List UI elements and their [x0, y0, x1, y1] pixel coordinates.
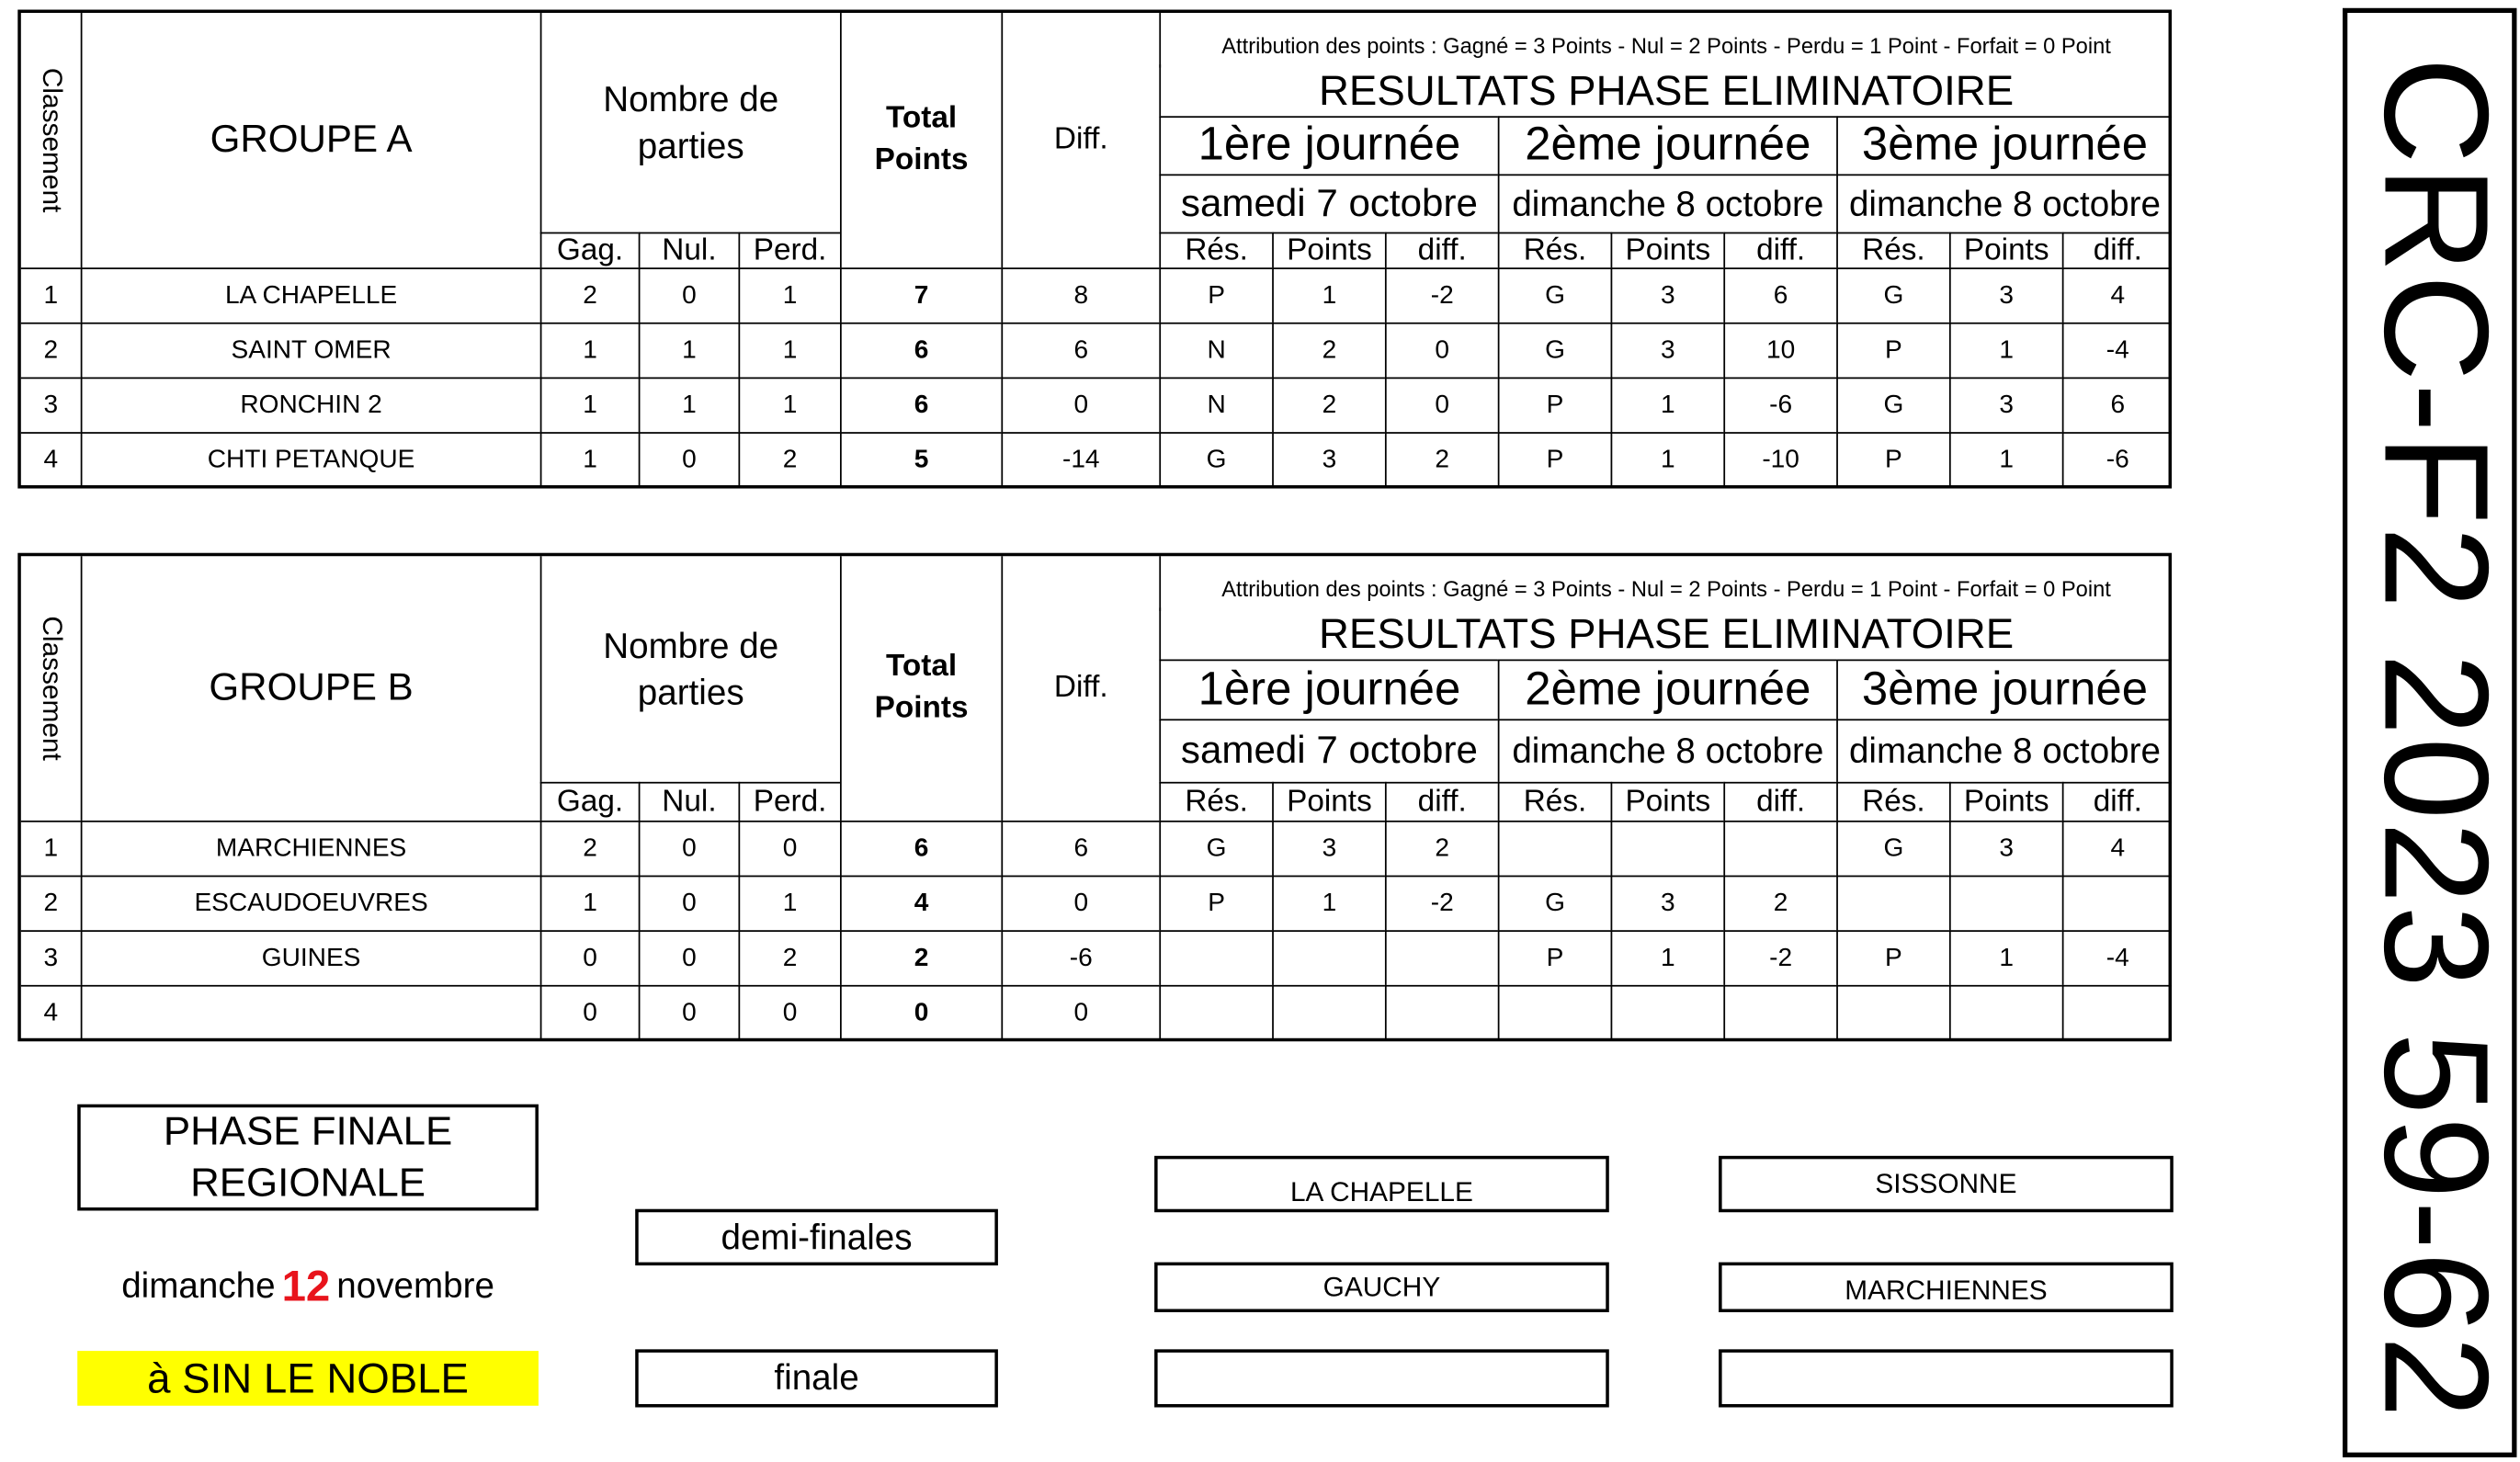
- perd-value: 2: [738, 432, 840, 487]
- perd-value: 1: [738, 876, 840, 931]
- day2-diff: [1723, 821, 1836, 876]
- day3-res: [1836, 876, 1949, 931]
- total-points-header: Total Points: [840, 13, 1001, 267]
- perd-value: 0: [738, 985, 840, 1040]
- day2-res: G: [1498, 876, 1611, 931]
- diff-value: -6: [1001, 930, 1159, 985]
- day1-name: 1ère journée: [1159, 660, 1497, 720]
- day3-diff-header: diff.: [2062, 782, 2172, 821]
- team-name: GUINES: [81, 930, 540, 985]
- gag-header: Gag.: [540, 782, 639, 821]
- day3-points-header: Points: [1949, 782, 2062, 821]
- nul-value: 1: [639, 378, 739, 433]
- day2-points: [1611, 821, 1724, 876]
- day3-points: 3: [1949, 378, 2062, 433]
- day1-diff: 2: [1385, 432, 1498, 487]
- total-points-value: 6: [840, 378, 1001, 433]
- nul-value: 0: [639, 985, 739, 1040]
- day1-date: samedi 7 octobre: [1159, 719, 1497, 781]
- group-title: GROUPE B: [81, 556, 540, 821]
- final-label: finale: [635, 1349, 998, 1407]
- total-points-value: 4: [840, 876, 1001, 931]
- gag-value: 2: [540, 267, 639, 323]
- rank: 2: [21, 323, 81, 378]
- final-date-day: 12: [281, 1261, 331, 1310]
- day2-res-header: Rés.: [1498, 782, 1611, 821]
- rank: 3: [21, 378, 81, 433]
- day3-date: dimanche 8 octobre: [1836, 174, 2172, 232]
- table-row: [21, 323, 2172, 378]
- diff-value: -14: [1001, 432, 1159, 487]
- parties-header: Nombre de parties: [540, 556, 840, 782]
- table-row: [21, 267, 2172, 323]
- gag-header: Gag.: [540, 232, 639, 268]
- day2-diff: -2: [1723, 930, 1836, 985]
- day3-diff-header: diff.: [2062, 232, 2172, 268]
- day1-diff-header: diff.: [1385, 232, 1498, 268]
- day1-diff: [1385, 985, 1498, 1040]
- total-points-value: 2: [840, 930, 1001, 985]
- phase-finale-line1: PHASE FINALE: [163, 1108, 453, 1155]
- day1-points: 3: [1272, 821, 1385, 876]
- day2-res: P: [1498, 432, 1611, 487]
- day1-points: [1272, 930, 1385, 985]
- diff-value: 6: [1001, 821, 1159, 876]
- diff-value: 8: [1001, 267, 1159, 323]
- day1-diff-header: diff.: [1385, 782, 1498, 821]
- semi1-team1: LA CHAPELLE: [1154, 1156, 1609, 1212]
- day3-diff: 4: [2062, 267, 2172, 323]
- team-name: [81, 985, 540, 1040]
- table-row: [21, 432, 2172, 487]
- group-title: GROUPE A: [81, 13, 540, 267]
- team-name: ESCAUDOEUVRES: [81, 876, 540, 931]
- day2-date: dimanche 8 octobre: [1498, 174, 1836, 232]
- table-row: [21, 378, 2172, 433]
- team-name: SAINT OMER: [81, 323, 540, 378]
- day1-res: [1159, 930, 1272, 985]
- day3-diff: -6: [2062, 432, 2172, 487]
- day1-points: 2: [1272, 378, 1385, 433]
- perd-value: 2: [738, 930, 840, 985]
- day3-diff: -4: [2062, 930, 2172, 985]
- day2-points: 3: [1611, 267, 1724, 323]
- results-title: RESULTATS PHASE ELIMINATOIRE: [1159, 64, 2172, 116]
- points-attribution: Attribution des points : Gagné = 3 Points - Nul = 2 Points - Perdu = 1 Point - Forfait = 0 Point: [1159, 13, 2172, 68]
- final-date: [77, 1257, 539, 1315]
- day1-points: 3: [1272, 432, 1385, 487]
- semi2-team1: SISSONNE: [1719, 1156, 2174, 1212]
- nul-value: 0: [639, 432, 739, 487]
- day1-res: G: [1159, 821, 1272, 876]
- rank: 1: [21, 267, 81, 323]
- day3-diff: -4: [2062, 323, 2172, 378]
- day3-res: G: [1836, 378, 1949, 433]
- final-venue: à SIN LE NOBLE: [77, 1351, 539, 1406]
- competition-side-banner: [2343, 8, 2516, 1457]
- day1-diff: -2: [1385, 876, 1498, 931]
- day1-points: [1272, 985, 1385, 1040]
- points-attribution: Attribution des points : Gagné = 3 Points - Nul = 2 Points - Perdu = 1 Point - Forfait = 0 Point: [1159, 556, 2172, 611]
- gag-value: 0: [540, 985, 639, 1040]
- gag-value: 0: [540, 930, 639, 985]
- day1-name: 1ère journée: [1159, 116, 1497, 174]
- perd-value: 1: [738, 267, 840, 323]
- table-row: [21, 876, 2172, 931]
- day1-points: 2: [1272, 323, 1385, 378]
- day2-points: [1611, 985, 1724, 1040]
- rank: 2: [21, 876, 81, 931]
- day2-res-header: Rés.: [1498, 232, 1611, 268]
- phase-finale-line2: REGIONALE: [190, 1161, 426, 1207]
- day1-diff: 0: [1385, 378, 1498, 433]
- nul-value: 0: [639, 267, 739, 323]
- day2-points: 1: [1611, 930, 1724, 985]
- final-team1: [1154, 1349, 1609, 1407]
- day1-res: P: [1159, 876, 1272, 931]
- results-title: RESULTATS PHASE ELIMINATOIRE: [1159, 607, 2172, 659]
- rank: 3: [21, 930, 81, 985]
- perd-header: Perd.: [738, 232, 840, 268]
- day3-diff: 6: [2062, 378, 2172, 433]
- day2-res: P: [1498, 378, 1611, 433]
- day3-points: 1: [1949, 323, 2062, 378]
- day1-res: N: [1159, 323, 1272, 378]
- nul-value: 1: [639, 323, 739, 378]
- day2-points: 3: [1611, 323, 1724, 378]
- day2-diff-header: diff.: [1723, 782, 1836, 821]
- day1-res-header: Rés.: [1159, 782, 1272, 821]
- day2-points: 1: [1611, 378, 1724, 433]
- day2-points: 3: [1611, 876, 1724, 931]
- gag-value: 1: [540, 378, 639, 433]
- day2-diff: -10: [1723, 432, 1836, 487]
- final-team2: [1719, 1349, 2174, 1407]
- rank: 1: [21, 821, 81, 876]
- day3-res: P: [1836, 323, 1949, 378]
- rank: 4: [21, 432, 81, 487]
- phase-finale-box: [77, 1105, 539, 1211]
- day1-res: P: [1159, 267, 1272, 323]
- day2-res: P: [1498, 930, 1611, 985]
- parties-header: Nombre de parties: [540, 13, 840, 232]
- final-date-suffix: novembre: [336, 1265, 494, 1306]
- day3-points: [1949, 985, 2062, 1040]
- total-points-value: 6: [840, 821, 1001, 876]
- gag-value: 2: [540, 821, 639, 876]
- gag-value: 1: [540, 323, 639, 378]
- diff-value: 0: [1001, 378, 1159, 433]
- perd-value: 1: [738, 378, 840, 433]
- semifinals-label: demi-finales: [635, 1209, 998, 1265]
- day3-date: dimanche 8 octobre: [1836, 719, 2172, 781]
- table-row: [21, 930, 2172, 985]
- team-name: MARCHIENNES: [81, 821, 540, 876]
- day2-diff: [1723, 985, 1836, 1040]
- day3-points: 1: [1949, 930, 2062, 985]
- diff-value: 6: [1001, 323, 1159, 378]
- diff-header: Diff.: [1001, 556, 1159, 821]
- day3-res: P: [1836, 432, 1949, 487]
- classement-header: Classement: [36, 67, 67, 213]
- diff-value: 0: [1001, 876, 1159, 931]
- day2-points-header: Points: [1611, 782, 1724, 821]
- day2-diff: 6: [1723, 267, 1836, 323]
- day2-name: 2ème journée: [1498, 116, 1836, 174]
- day2-diff: 2: [1723, 876, 1836, 931]
- perd-value: 1: [738, 323, 840, 378]
- final-date-prefix: dimanche: [121, 1265, 276, 1306]
- day3-points: 1: [1949, 432, 2062, 487]
- day2-res: G: [1498, 323, 1611, 378]
- day1-date: samedi 7 octobre: [1159, 174, 1497, 232]
- perd-value: 0: [738, 821, 840, 876]
- day1-res: N: [1159, 378, 1272, 433]
- day3-diff: [2062, 876, 2172, 931]
- diff-value: 0: [1001, 985, 1159, 1040]
- team-name: LA CHAPELLE: [81, 267, 540, 323]
- day3-diff: 4: [2062, 821, 2172, 876]
- group-b-table: [17, 553, 2172, 1042]
- day1-res: [1159, 985, 1272, 1040]
- day3-res-header: Rés.: [1836, 232, 1949, 268]
- day3-diff: [2062, 985, 2172, 1040]
- day1-points-header: Points: [1272, 782, 1385, 821]
- total-points-value: 0: [840, 985, 1001, 1040]
- day2-name: 2ème journée: [1498, 660, 1836, 720]
- day2-res: G: [1498, 267, 1611, 323]
- nul-value: 0: [639, 821, 739, 876]
- day1-diff: [1385, 930, 1498, 985]
- team-name: RONCHIN 2: [81, 378, 540, 433]
- gag-value: 1: [540, 876, 639, 931]
- day2-diff: 10: [1723, 323, 1836, 378]
- day3-points: 3: [1949, 821, 2062, 876]
- day3-points: 3: [1949, 267, 2062, 323]
- day1-points: 1: [1272, 267, 1385, 323]
- team-name: CHTI PETANQUE: [81, 432, 540, 487]
- diff-header: Diff.: [1001, 13, 1159, 267]
- nul-header: Nul.: [639, 782, 739, 821]
- day2-res: [1498, 985, 1611, 1040]
- day1-points: 1: [1272, 876, 1385, 931]
- total-points-value: 7: [840, 267, 1001, 323]
- nul-value: 0: [639, 930, 739, 985]
- semi2-team2: MARCHIENNES: [1719, 1263, 2174, 1312]
- competition-code: CRC-F2 2023 59-62: [2353, 56, 2518, 1421]
- day1-points-header: Points: [1272, 232, 1385, 268]
- total-points-value: 5: [840, 432, 1001, 487]
- gag-value: 1: [540, 432, 639, 487]
- rank: 4: [21, 985, 81, 1040]
- day3-res-header: Rés.: [1836, 782, 1949, 821]
- day3-points-header: Points: [1949, 232, 2062, 268]
- day1-res-header: Rés.: [1159, 232, 1272, 268]
- classement-header: Classement: [36, 616, 67, 761]
- day3-points: [1949, 876, 2062, 931]
- day1-diff: 2: [1385, 821, 1498, 876]
- nul-value: 0: [639, 876, 739, 931]
- day1-diff: 0: [1385, 323, 1498, 378]
- group-a-table: [17, 10, 2172, 489]
- perd-header: Perd.: [738, 782, 840, 821]
- nul-header: Nul.: [639, 232, 739, 268]
- day2-diff: -6: [1723, 378, 1836, 433]
- semi1-team2: GAUCHY: [1154, 1263, 1609, 1312]
- day2-points: 1: [1611, 432, 1724, 487]
- day1-diff: -2: [1385, 267, 1498, 323]
- day3-res: G: [1836, 267, 1949, 323]
- day2-date: dimanche 8 octobre: [1498, 719, 1836, 781]
- day2-res: [1498, 821, 1611, 876]
- total-points-header: Total Points: [840, 556, 1001, 821]
- day3-res: G: [1836, 821, 1949, 876]
- day1-res: G: [1159, 432, 1272, 487]
- total-points-value: 6: [840, 323, 1001, 378]
- day3-res: P: [1836, 930, 1949, 985]
- day2-points-header: Points: [1611, 232, 1724, 268]
- day3-res: [1836, 985, 1949, 1040]
- table-row: [21, 985, 2172, 1040]
- day3-name: 3ème journée: [1836, 660, 2172, 720]
- table-row: [21, 821, 2172, 876]
- day3-name: 3ème journée: [1836, 116, 2172, 174]
- day2-diff-header: diff.: [1723, 232, 1836, 268]
